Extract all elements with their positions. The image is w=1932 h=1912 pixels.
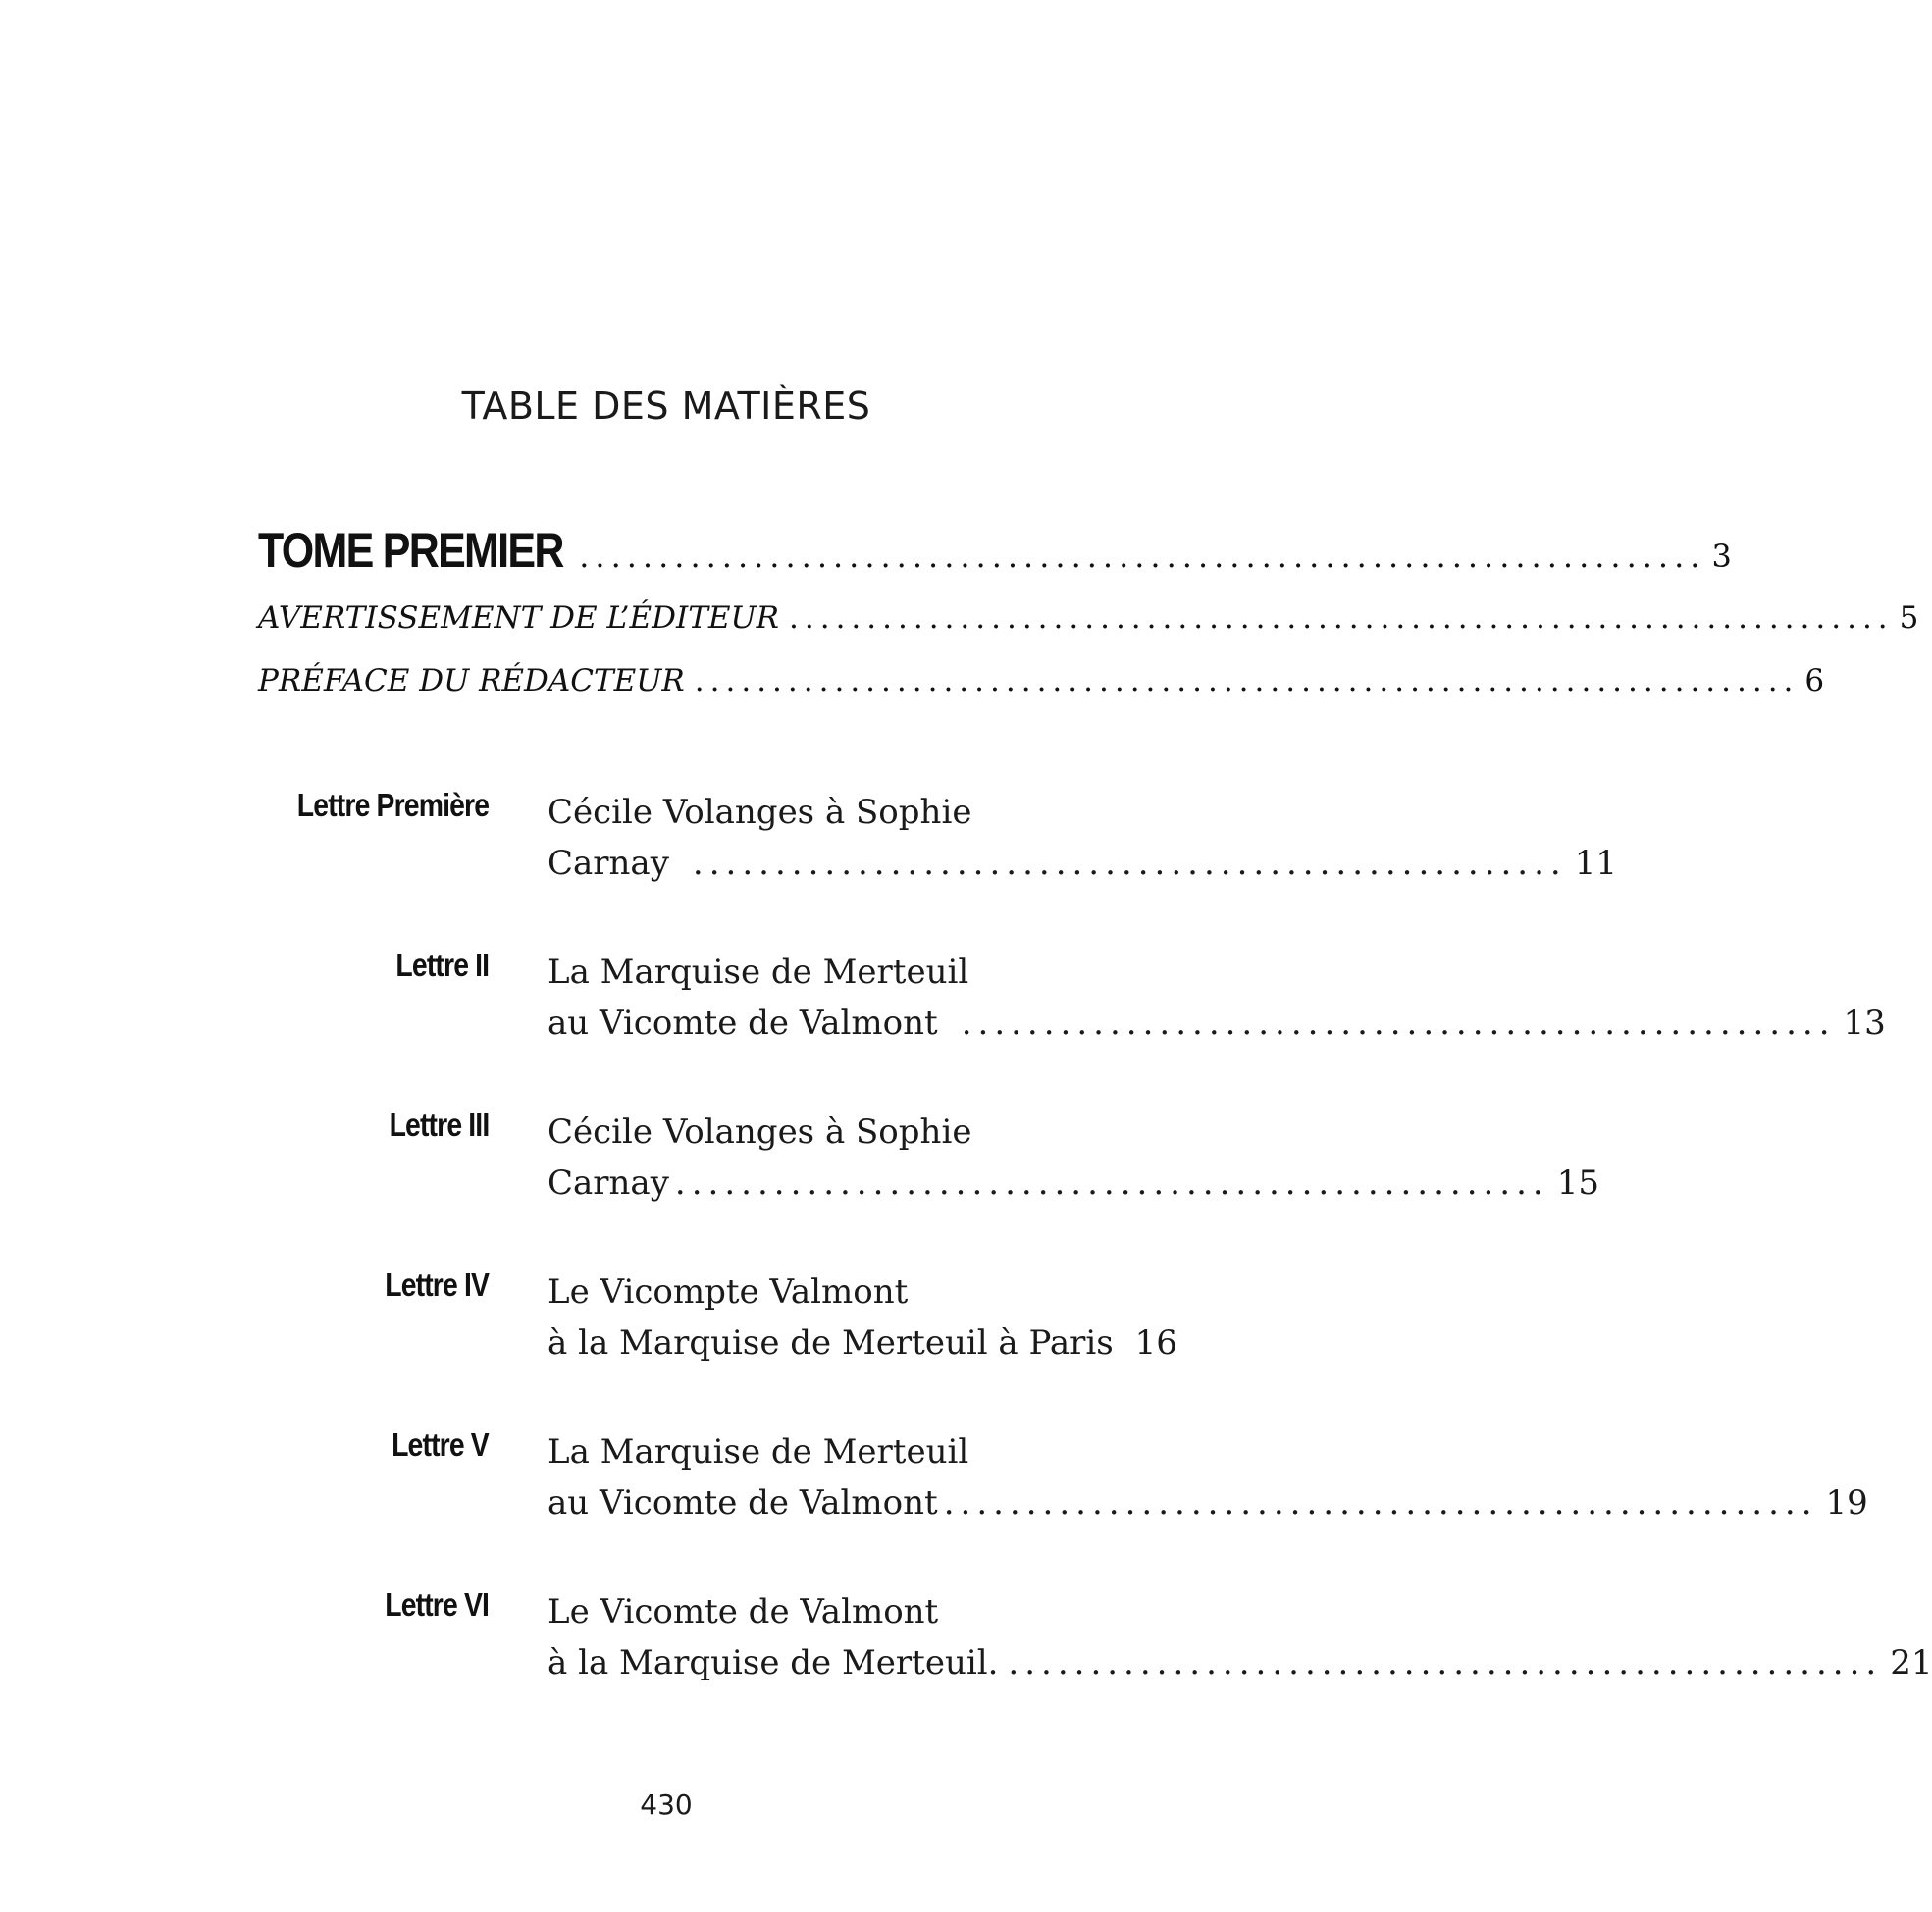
letter-line-2	[548, 1158, 1599, 1209]
letter-line-1: La Marquise de Merteuil	[548, 1432, 969, 1472]
toc-entry-page: 5	[1899, 600, 1919, 636]
dot-leader: .....................................................	[1008, 1643, 1883, 1682]
toc-entry-label: TOME PREMIER	[258, 523, 563, 578]
toc-entry-page: 6	[1804, 663, 1825, 698]
dot-leader: .......................................................................	[789, 600, 1894, 636]
letter-number: Lettre II	[395, 947, 489, 983]
letter-number: Lettre VI	[385, 1586, 489, 1623]
letter-line-2-text: Carnay	[548, 844, 669, 883]
dot-leader: .......................................................................	[694, 663, 1800, 698]
letter-line-1: Cécile Volanges à Sophie	[548, 793, 972, 832]
letter-page: 11	[1574, 844, 1617, 883]
letter-line-2	[548, 838, 1617, 889]
letter-description	[548, 787, 1617, 889]
letter-number: Lettre III	[389, 1107, 489, 1143]
dot-leader: .....................................................	[692, 844, 1567, 883]
letter-line-2-text: à la Marquise de Merteuil à Paris	[548, 1323, 1114, 1363]
letter-line-1: Le Vicompte Valmont	[548, 1272, 909, 1312]
letter-page: 13	[1843, 1004, 1886, 1043]
letter-description	[548, 1266, 1176, 1369]
toc-entry-page: 3	[1711, 538, 1732, 575]
letter-line-2-text: au Vicomte de Valmont	[548, 1004, 938, 1043]
letter-line-2-text: à la Marquise de Merteuil.	[548, 1643, 999, 1682]
toc-letter-entry[interactable]	[0, 787, 1617, 895]
toc-letter-entry[interactable]	[0, 1266, 1332, 1374]
dot-leader: .....................................................	[674, 1163, 1549, 1203]
letter-description	[548, 947, 1886, 1049]
letter-page: 19	[1825, 1483, 1868, 1523]
toc-letter-entry[interactable]	[0, 947, 1886, 1055]
letter-line-2	[548, 1637, 1932, 1688]
letter-page: 21	[1890, 1643, 1932, 1682]
letter-page: 15	[1556, 1163, 1599, 1203]
letter-page: 16	[1134, 1323, 1177, 1363]
toc-letter-entry[interactable]	[0, 1586, 1932, 1694]
toc-entry-label: PRÉFACE DU RÉDACTEUR	[258, 663, 685, 698]
letter-line-2-text: Carnay	[548, 1163, 669, 1203]
toc-entry-label: AVERTISSEMENT DE L’ÉDITEUR	[258, 600, 780, 636]
letter-line-1: La Marquise de Merteuil	[548, 953, 969, 992]
dot-leader: .......................................................................	[579, 538, 1706, 575]
letter-line-1: Le Vicomte de Valmont	[548, 1592, 939, 1631]
toc-letter-entry[interactable]	[0, 1107, 1599, 1214]
letter-number: Lettre Première	[296, 787, 489, 823]
dot-leader: .....................................................	[943, 1483, 1818, 1523]
toc-entry-tome-premier[interactable]	[258, 522, 1732, 579]
letter-line-2	[548, 1477, 1868, 1528]
dot-leader: .....................................................	[961, 1004, 1836, 1043]
letter-number: Lettre V	[392, 1426, 489, 1463]
letter-description	[548, 1107, 1599, 1209]
letter-line-2	[548, 1318, 1176, 1369]
letter-description	[548, 1426, 1868, 1528]
letter-description	[548, 1586, 1932, 1688]
toc-entry-avertissement[interactable]	[258, 600, 1919, 636]
toc-entry-preface[interactable]	[258, 663, 1825, 698]
letter-line-1: Cécile Volanges à Sophie	[548, 1112, 972, 1152]
letter-line-2	[548, 998, 1886, 1049]
page-title: TABLE DES MATIÈRES	[461, 385, 871, 428]
page-number: 430	[640, 1788, 693, 1821]
toc-letter-entry[interactable]	[0, 1426, 1868, 1534]
letter-number: Lettre IV	[385, 1266, 489, 1303]
letter-line-2-text: au Vicomte de Valmont	[548, 1483, 938, 1523]
